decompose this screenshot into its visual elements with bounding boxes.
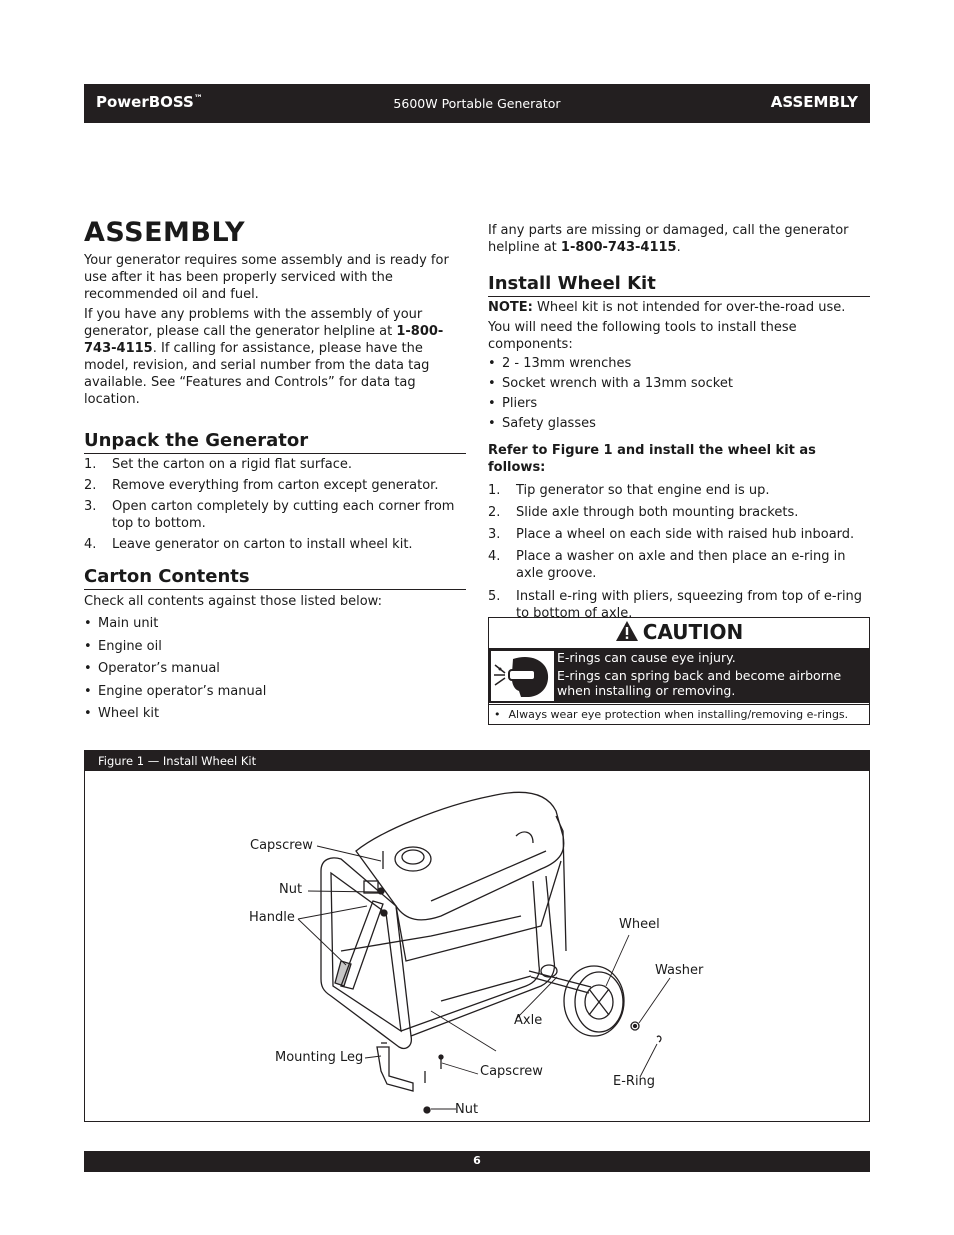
caution-message-band: [489, 649, 869, 703]
brand-name: PowerBOSS™: [96, 93, 203, 111]
page-title: ASSEMBLY: [84, 217, 246, 248]
caution-line-1: E-rings can cause eye injury.: [557, 650, 736, 665]
eye-protection-icon: [491, 651, 554, 701]
label-washer: Washer: [655, 963, 704, 978]
list-item: 2. Remove everything from carton except generator.: [84, 478, 439, 493]
list-item: • Pliers: [488, 396, 538, 411]
tools-intro: You will need the following tools to install these components:: [488, 320, 797, 352]
list-item: • Socket wrench with a 13mm socket: [488, 376, 733, 391]
figure-1: [84, 750, 870, 1122]
unpack-steps: [84, 456, 466, 553]
label-handle: Handle: [249, 910, 295, 925]
list-item: • Engine oil: [84, 638, 162, 654]
label-capscrew-bottom: Capscrew: [480, 1064, 543, 1079]
list-item: 1. Tip generator so that engine end is up.: [488, 483, 770, 498]
wheel-kit-diagram: [85, 771, 869, 1121]
list-item: • Engine operator’s manual: [84, 683, 267, 699]
caution-box: [488, 617, 870, 725]
tools-list: [488, 355, 870, 432]
list-item: • Wheel kit: [84, 706, 160, 721]
missing-parts-paragraph: If any parts are missing or damaged, call the generator helpline at 1-800-743-4115.: [488, 223, 849, 255]
section-title: ASSEMBLY: [770, 93, 858, 111]
list-item: • Main unit: [84, 616, 159, 631]
helpline-paragraph: If you have any problems with the assembly of your generator, please call the generator helpline at 1-800-743-4115. If calling for assistance, please have the model, revision, and serial number from the data tag available. See “Features and Controls” for data tag location.: [84, 307, 444, 407]
label-axle: Axle: [514, 1013, 543, 1028]
figure-caption: Figure 1 — Install Wheel Kit: [85, 751, 869, 771]
page-header: [84, 84, 870, 123]
list-item: • Safety glasses: [488, 416, 596, 431]
warning-triangle-icon: [615, 620, 639, 642]
list-item: 1. Set the carton on a rigid flat surface.: [84, 457, 353, 472]
list-item: 5. Install e-ring with pliers, squeezing from top of e-ring to bottom of axle.: [488, 589, 863, 621]
label-mounting-leg: Mounting Leg: [275, 1050, 364, 1065]
page-number: 6: [84, 1151, 870, 1172]
product-title: 5600W Portable Generator: [393, 96, 561, 111]
install-steps: [488, 482, 870, 622]
label-wheel: Wheel: [619, 917, 660, 932]
list-item: 4. Leave generator on carton to install wheel kit.: [84, 537, 413, 552]
label-nut-top: Nut: [279, 882, 303, 897]
install-wheel-kit-heading: Install Wheel Kit: [488, 273, 870, 297]
intro-paragraph: Your generator requires some assembly and is ready for use after it has been properly serviced with the recommended oil and fuel.: [84, 253, 449, 302]
label-nut-bottom: Nut: [455, 1102, 479, 1117]
unpack-heading: Unpack the Generator: [84, 430, 466, 454]
contents-intro: Check all contents against those listed below:: [84, 594, 382, 609]
note-paragraph: NOTE: Wheel kit is not intended for over-the-road use.: [488, 300, 846, 315]
list-item: • 2 - 13mm wrenches: [488, 356, 632, 371]
caution-bullet: • Always wear eye protection when installing/removing e-rings.: [489, 704, 869, 724]
label-capscrew-top: Capscrew: [250, 838, 313, 853]
list-item: 2. Slide axle through both mounting brackets.: [488, 505, 799, 520]
left-column: [84, 218, 466, 722]
list-item: 4. Place a washer on axle and then place an e-ring in axle groove.: [488, 549, 846, 581]
list-item: 3. Open carton completely by cutting each corner from top to bottom.: [84, 499, 455, 531]
caution-title: CAUTION: [489, 618, 869, 649]
carton-contents-heading: Carton Contents: [84, 566, 466, 590]
caution-line-2: E-rings can spring back and become airborne when installing or removing.: [557, 668, 842, 698]
label-ering: E-Ring: [613, 1074, 656, 1089]
refer-instruction: Refer to Figure 1 and install the wheel kit as follows:: [488, 443, 816, 475]
list-item: • Operator’s manual: [84, 661, 220, 676]
contents-list: [84, 615, 466, 722]
right-column: [488, 222, 870, 622]
list-item: 3. Place a wheel on each side with raised hub inboard.: [488, 527, 855, 542]
